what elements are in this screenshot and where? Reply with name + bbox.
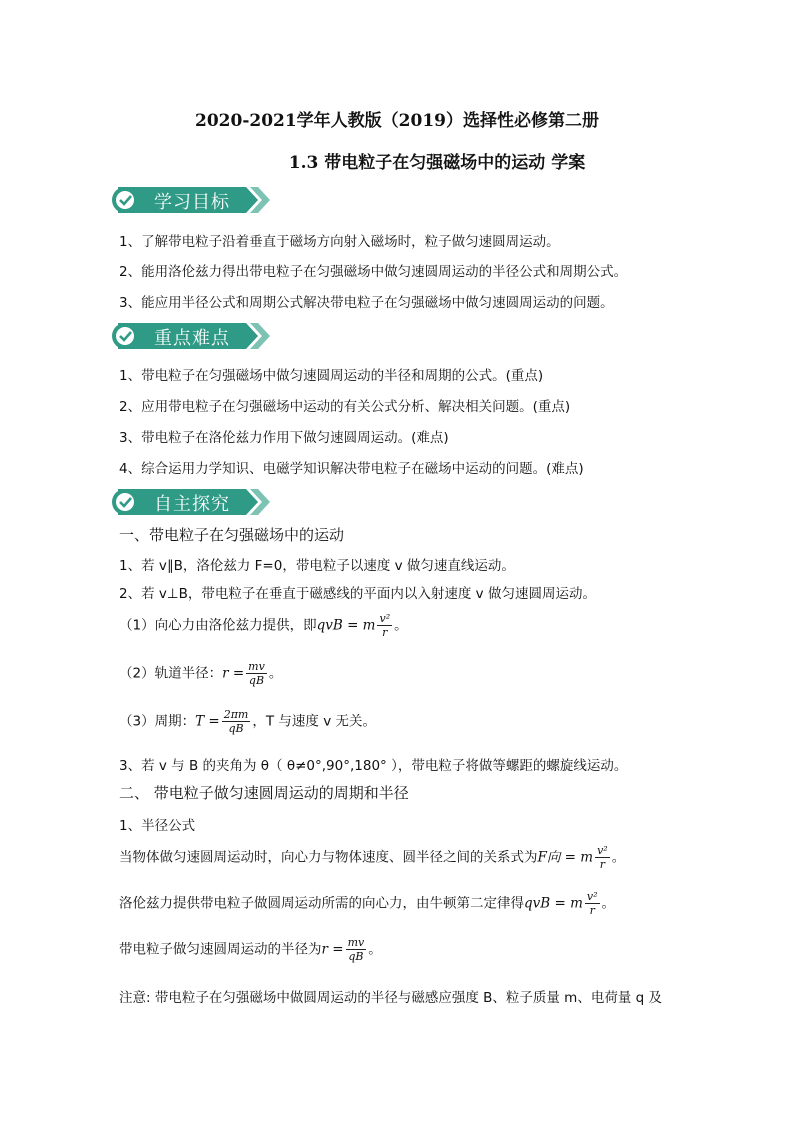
paragraph-3: 带电粒子做匀速圆周运动的半径为r = $\frac{mv}{qB}$ 。	[119, 936, 382, 963]
fraction-denominator: qB	[228, 722, 244, 735]
section-badge-goals	[108, 185, 276, 215]
formula-lhs: T =	[195, 713, 220, 730]
explore-item-2: 2、若 v⊥B，带电粒子在垂直于磁感线的平面内以入射速度 v 做匀速圆周运动。	[119, 586, 596, 602]
goal-item-3: 3、能应用半径公式和周期公式解决带电粒子在匀强磁场中做匀速圆周运动的问题。	[119, 295, 614, 311]
goal-item-1: 1、了解带电粒子沿着垂直于磁场方向射入磁场时，粒子做匀速圆周运动。	[119, 234, 560, 250]
key-point-item-1: 1、带电粒子在匀强磁场中做匀速圆周运动的半径和周期的公式。(重点)	[119, 368, 544, 384]
explore-sub-2: （2）轨道半径：r = $\frac{mv}{qB}$ 。	[119, 660, 283, 687]
explore-sub-1: （1）向心力由洛伦兹力提供，即qvB = m $\frac{\text{v²}}{r}$ 。	[119, 612, 408, 639]
document-title-line1: 2020-2021学年人教版（2019）选择性必修第二册	[195, 111, 599, 131]
paragraph-2: 洛伦兹力提供带电粒子做圆周运动所需的向心力，由牛顿第二定律得qvB = m $\frac{\text{v²}}{r}$ 。	[119, 890, 616, 917]
goal-item-2: 2、能用洛伦兹力得出带电粒子在匀强磁场中做匀速圆周运动的半径公式和周期公式。	[119, 264, 628, 280]
fraction-denominator: r	[382, 626, 388, 639]
fraction	[585, 890, 600, 917]
badge-label: 学习目标	[154, 192, 230, 213]
key-point-item-4: 4、综合运用力学知识、电磁学知识解决带电粒子在磁场中运动的问题。(难点)	[119, 461, 584, 477]
fraction-numerator: 2πm	[223, 708, 249, 721]
fraction-numerator: mv	[248, 660, 265, 673]
note-paragraph: 注意: 带电粒子在匀强磁场中做圆周运动的半径与磁感应强度 B、粒子质量 m、电荷量 q 及	[119, 990, 662, 1006]
fraction	[595, 844, 610, 871]
fraction-numerator: v²	[379, 612, 391, 625]
key-point-item-3: 3、带电粒子在洛伦兹力作用下做匀速圆周运动。(难点)	[119, 430, 449, 446]
fraction	[246, 660, 267, 687]
fraction-numerator: v²	[586, 890, 598, 903]
explore-sub-3: （3）周期：T = $\frac{2\pi m}{qB}$ ，T 与速度 v 无关。	[119, 708, 376, 735]
fraction-denominator: qB	[248, 674, 265, 687]
explore-item-1: 1、若 v∥B，洛伦兹力 F=0，带电粒子以速度 v 做匀速直线运动。	[119, 558, 515, 574]
radius-heading: 1、半径公式	[119, 818, 196, 834]
fraction	[377, 612, 392, 639]
formula-lhs: qvB = m	[316, 617, 376, 634]
formula-lhs: F向 = m	[537, 849, 594, 866]
explore-item-3: 3、若 v 与 B 的夹角为 θ（ θ≠0°,90°,180° ），带电粒子将做等螺距的螺旋线运动。	[119, 758, 628, 774]
fraction-denominator: r	[589, 904, 595, 917]
section-badge-explore	[108, 487, 276, 517]
fraction	[346, 936, 367, 963]
section-heading-1: 一、带电粒子在匀强磁场中的运动	[119, 526, 345, 544]
fraction-denominator: qB	[348, 950, 364, 963]
fraction	[222, 708, 251, 735]
section-heading-2: 二、 带电粒子做匀速圆周运动的周期和半径	[119, 784, 409, 802]
fraction-numerator: mv	[347, 936, 365, 949]
badge-label: 重点难点	[154, 328, 230, 349]
formula-lhs: r =	[321, 941, 344, 958]
document-title-line2: 1.3 带电粒子在匀强磁场中的运动 学案	[288, 153, 586, 173]
formula-lhs: r =	[222, 665, 245, 682]
badge-label: 自主探究	[154, 494, 230, 515]
fraction-numerator: v²	[597, 844, 608, 857]
fraction-denominator: r	[599, 858, 605, 871]
key-point-item-2: 2、应用带电粒子在匀强磁场中运动的有关公式分析、解决相关问题。(重点)	[119, 399, 571, 415]
paragraph-1: 当物体做匀速圆周运动时，向心力与物体速度、圆半径之间的关系式为F向 = m $\frac{\text{v²}}{r}$ 。	[119, 844, 626, 871]
section-badge-key-points	[108, 321, 276, 351]
formula-lhs: qvB = m	[524, 895, 583, 912]
